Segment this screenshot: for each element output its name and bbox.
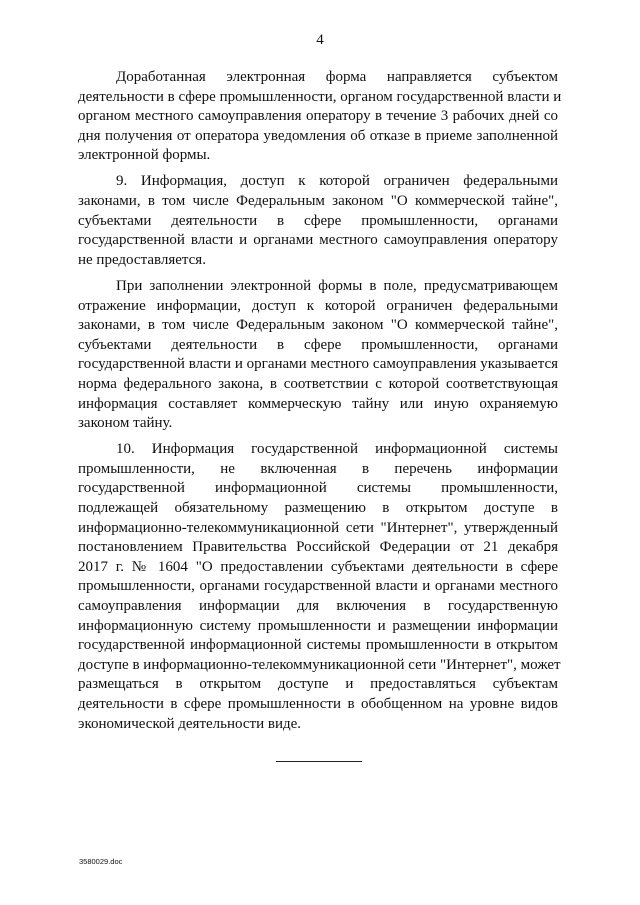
document-body <box>78 68 562 741</box>
text-line: дня получения от оператора уведомления об отказе в приеме заполненной <box>78 127 558 144</box>
text-line: государственной информационной системы промышленности в открытом <box>78 637 558 654</box>
text-line: норма федерального закона, в соответствии с которой соответствующая <box>78 375 558 392</box>
text-line: законами, в том числе Федеральным законом "О коммерческой тайне", <box>78 317 558 334</box>
text-line: государственной информационной системы промышленности, <box>78 480 558 497</box>
text-line: субъектами деятельности в сфере промышленности, органами <box>78 212 558 229</box>
paragraph-item-10 <box>78 440 561 734</box>
text-line: государственной власти и органами местного самоуправления оператору <box>78 232 558 249</box>
closing-divider <box>276 761 362 762</box>
text-line: промышленности, не включенная в перечень информации <box>78 460 558 477</box>
paragraph-form-filling <box>78 277 558 434</box>
text-line: 9. Информация, доступ к которой ограничен федеральными <box>116 173 558 190</box>
text-line: самоуправления информации для включения в государственную <box>78 597 558 614</box>
text-line: отражение информации, доступ к которой ограничен федеральными <box>78 297 558 314</box>
text-line: субъектами деятельности в сфере промышленности, органами <box>78 336 558 353</box>
text-line: информационную систему промышленности и размещении информации <box>78 617 558 634</box>
text-line: постановлением Правительства Российской Федерации от 21 декабря <box>78 539 558 556</box>
text-line: законами, в том числе Федеральным законом "О коммерческой тайне", <box>78 193 558 210</box>
text-line: размещаться в открытом доступе и предоставляться субъектам <box>78 676 558 693</box>
footer-file-name: 3580029.doc <box>79 857 123 866</box>
text-line: органом местного самоуправления оператору в течение 3 рабочих дней со <box>78 108 558 125</box>
text-line: не предоставляется. <box>78 251 206 268</box>
text-line: деятельности в сфере промышленности, органом государственной власти и <box>78 88 562 105</box>
text-line: информационно-телекоммуникационной сети "Интернет", утвержденный <box>78 519 558 536</box>
text-line: Доработанная электронная форма направляется субъектом <box>116 69 558 85</box>
text-line: государственной власти и органами местного самоуправления указывается <box>78 356 558 373</box>
text-line: информация составляет коммерческую тайну или иную охраняемую <box>78 395 558 412</box>
text-line: законом тайну. <box>78 415 173 432</box>
text-line: При заполнении электронной формы в поле, предусматривающем <box>116 277 558 294</box>
text-line: 10. Информация государственной информационной системы <box>116 441 558 458</box>
text-line: экономической деятельности виде. <box>78 715 302 732</box>
text-line: электронной формы. <box>78 147 211 164</box>
paragraph-item-9 <box>78 172 558 270</box>
text-line: подлежащей обязательному размещению в открытом доступе в <box>78 499 558 516</box>
text-line: доступе в информационно-телекоммуникационной сети "Интернет", может <box>78 656 561 673</box>
text-line: деятельности в сфере промышленности в обобщенном на уровне видов <box>78 695 558 712</box>
paragraph-revised-form <box>78 68 562 166</box>
text-line: 2017 г. № 1604 "О предоставлении субъектами деятельности в сфере <box>78 558 558 575</box>
text-line: промышленности, органами государственной власти и органами местного <box>78 578 558 595</box>
page-number: 4 <box>316 32 324 48</box>
